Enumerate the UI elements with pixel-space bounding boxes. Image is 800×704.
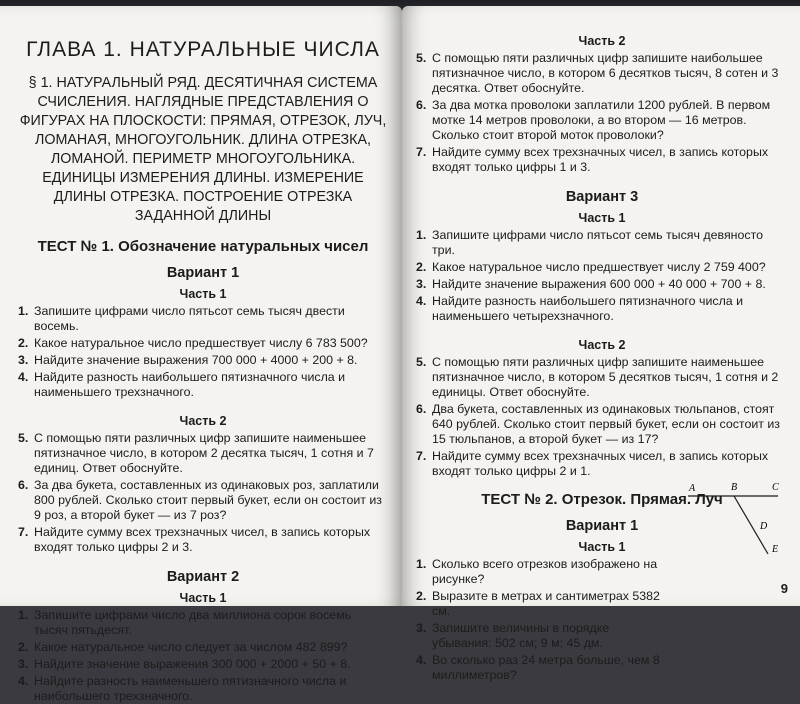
point-b-label: B [731, 482, 738, 493]
question-number: 3. [416, 621, 427, 635]
question-item [18, 431, 388, 476]
question-list [18, 304, 388, 400]
question-text: Какое натуральное число следует за числом 482 899? [34, 640, 348, 654]
question-text: Запишите цифрами число пятьсот семь тысяч девяносто три. [432, 228, 764, 257]
question-item [416, 294, 788, 324]
question-text: Сколько всего отрезков изображено на рисунке? [432, 557, 658, 586]
question-number: 5. [416, 355, 427, 369]
question-number: 1. [416, 228, 427, 242]
right-page [402, 6, 800, 682]
question-text: За два букета, составленных из одинаковых роз, заплатили 800 рублей. Сколько стоит первый букет, если он состоит из 9 роз, а второй букет — из 7 роз? [34, 478, 382, 522]
question-item [416, 98, 788, 143]
part-title: Часть 1 [179, 287, 227, 301]
question-list [416, 557, 788, 683]
question-number: 4. [18, 674, 29, 688]
question-item [416, 449, 788, 479]
question-number: 1. [18, 608, 29, 622]
question-number: 4. [416, 294, 427, 308]
point-e-label: E [772, 544, 779, 555]
question-number: 6. [416, 402, 427, 416]
question-text: Найдите разность наибольшего пятизначного числа и наименьшего трехзначного. [34, 370, 346, 399]
question-number: 2. [18, 640, 29, 654]
variant-title: Вариант 1 [565, 518, 639, 534]
question-text: Найдите сумму всех трехзначных чисел, в запись которых входят только цифры 2 и 1. [432, 449, 769, 478]
question-item [416, 260, 788, 275]
question-text: С помощью пяти различных цифр запишите наименьшее пятизначное число, в котором 5 десятков тысяч, 1 сотня и 2 единицы. Ответ обоснуйте. [432, 355, 779, 399]
question-item [18, 304, 388, 334]
question-text: Во сколько раз 24 метра больше, чем 8 миллиметров? [432, 653, 660, 682]
question-item [416, 228, 788, 258]
question-item [18, 525, 388, 555]
question-text: Запишите цифрами число два миллиона сорок восемь тысяч пятьдесят. [34, 608, 352, 637]
question-number: 5. [416, 51, 427, 65]
question-item [18, 608, 388, 638]
question-item [416, 653, 671, 683]
part-title: Часть 2 [578, 34, 626, 48]
question-item [416, 621, 671, 651]
question-list [18, 608, 388, 704]
question-text: Найдите сумму всех трехзначных чисел, в запись которых входят только цифры 1 и 3. [432, 145, 769, 174]
question-number: 7. [416, 145, 427, 159]
test-title: ТЕСТ № 1. Обозначение натуральных чисел [37, 238, 369, 255]
section-heading: § 1. НАТУРАЛЬНЫЙ РЯД. ДЕСЯТИЧНАЯ СИСТЕМА СЧИСЛЕНИЯ. НАГЛЯДНЫЕ ПРЕДСТАВЛЕНИЯ О ФИГУРАХ НА ПЛОСКОСТИ: ПРЯМАЯ, ОТРЕЗОК, ЛУЧ, ЛОМАНАЯ, МНОГОУГОЛЬНИК. ДЛИНА ОТРЕЗКА, ЛОМАНОЙ. ПЕРИМЕТР МНОГОУГОЛЬНИКА. ЕДИНИЦЫ ИЗМЕРЕНИЯ ДЛИНЫ. ИЗМЕРЕНИЕ ДЛИНЫ ОТРЕЗКА. ПОСТРОЕНИЕ ОТРЕЗКА ЗАДАННОЙ ДЛИНЫ [19, 75, 387, 224]
point-d-label: D [760, 521, 768, 532]
question-list [416, 228, 788, 324]
question-number: 6. [18, 478, 29, 492]
variant-title: Вариант 1 [166, 265, 240, 281]
question-item [416, 277, 788, 292]
question-number: 7. [18, 525, 29, 539]
question-number: 2. [416, 260, 427, 274]
question-item [18, 336, 388, 351]
point-c-label: C [772, 482, 779, 493]
question-number: 4. [18, 370, 29, 384]
question-list [18, 431, 388, 555]
question-number: 7. [416, 449, 427, 463]
question-number: 4. [416, 653, 427, 667]
question-item [416, 145, 788, 175]
question-text: Какое натуральное число предшествует числу 6 783 500? [34, 336, 368, 350]
question-item [416, 402, 788, 447]
part-title: Часть 1 [578, 211, 626, 225]
question-item [416, 589, 671, 619]
question-item [18, 370, 388, 400]
question-item [416, 355, 788, 400]
question-item [416, 557, 671, 587]
question-number: 3. [416, 277, 427, 291]
question-text: Найдите значение выражения 600 000 + 40 000 + 700 + 8. [432, 277, 766, 291]
left-page [0, 6, 402, 703]
question-list [416, 51, 788, 175]
question-item [18, 640, 388, 655]
question-text: Найдите разность наибольшего пятизначного числа и наименьшего четырехзначного. [432, 294, 744, 323]
segment-figure [686, 480, 786, 560]
question-text: Найдите сумму всех трехзначных чисел, в запись которых входят только цифры 2 и 3. [34, 525, 371, 554]
question-number: 3. [18, 353, 29, 367]
question-text: Два букета, составленных из одинаковых тюльпанов, стоят 640 рублей. Сколько стоит первый букет, если он состоит из 15 тюльпанов, а второй букет — из 17? [432, 402, 780, 446]
variant-title: Вариант 3 [565, 189, 639, 205]
question-list [416, 355, 788, 479]
page-number: 9 [780, 581, 788, 596]
chapter-title: ГЛАВА 1. НАТУРАЛЬНЫЕ ЧИСЛА [26, 38, 380, 61]
question-text: За два мотка проволоки заплатили 1200 рублей. В первом мотке 14 метров проволоки, а во втором — 16 метров. Сколько стоит второй моток проволоки? [432, 98, 771, 142]
question-text: Найдите значение выражения 700 000 + 4000 + 200 + 8. [34, 353, 358, 367]
question-text: Какое натуральное число предшествует числу 2 759 400? [432, 260, 766, 274]
point-a-label: A [689, 483, 696, 494]
question-text: Запишите величины в порядке убывания: 502 см; 9 м; 45 дм. [432, 621, 610, 650]
question-text: Запишите цифрами число пятьсот семь тысяч двести восемь. [34, 304, 345, 333]
question-number: 5. [18, 431, 29, 445]
question-number: 2. [18, 336, 29, 350]
question-number: 1. [18, 304, 29, 318]
question-number: 1. [416, 557, 427, 571]
question-item [416, 51, 788, 96]
question-text: Найдите значение выражения 300 000 + 2000 + 50 + 8. [34, 657, 351, 671]
question-text: Выразите в метрах и сантиметрах 5382 см. [432, 589, 660, 618]
question-item [18, 353, 388, 368]
question-number: 6. [416, 98, 427, 112]
question-number: 2. [416, 589, 427, 603]
part-title: Часть 1 [179, 591, 227, 605]
question-item [18, 478, 388, 523]
part-title: Часть 2 [578, 338, 626, 352]
part-title: Часть 1 [578, 540, 626, 554]
test-title: ТЕСТ № 2. Отрезок. Прямая. Луч [481, 491, 723, 508]
part-title: Часть 2 [179, 414, 227, 428]
question-item [18, 674, 388, 704]
question-number: 3. [18, 657, 29, 671]
variant-title: Вариант 2 [166, 569, 240, 585]
question-text: Найдите разность наименьшего пятизначного числа и наибольшего трехзначного. [34, 674, 347, 703]
question-item [18, 657, 388, 672]
question-text: С помощью пяти различных цифр запишите наименьшее пятизначное число, в котором 2 десятка тысяч, 1 сотня и 7 единиц. Ответ обоснуйте. [34, 431, 374, 475]
question-text: С помощью пяти различных цифр запишите наибольшее пятизначное число, в котором 6 десятков тысяч, 8 сотен и 3 десятка. Ответ обоснуйте. [432, 51, 779, 95]
